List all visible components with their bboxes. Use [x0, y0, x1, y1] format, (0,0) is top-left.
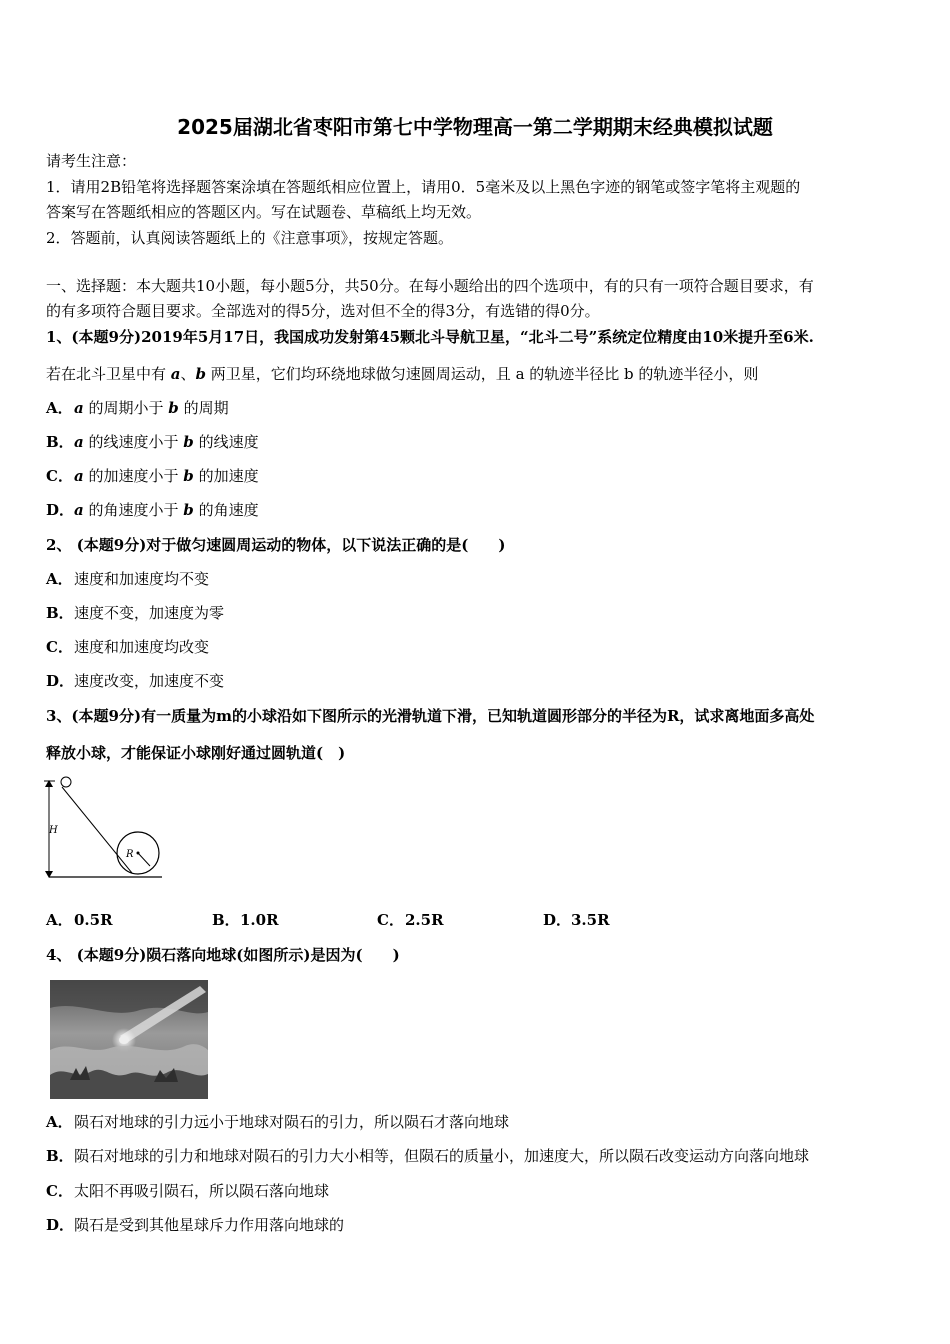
question-2-stem: 2、 (本题9分)对于做匀速圆周运动的物体，以下说法正确的是( ) [46, 536, 506, 554]
notice-heading: 请考生注意： [46, 152, 137, 170]
option-c[interactable] [377, 910, 444, 930]
option-text: 的线速度小于 [88, 433, 184, 451]
r-label: R [126, 849, 134, 860]
notice-line: 2．答题前，认真阅读答题纸上的《注意事项》，按规定答题。 [46, 229, 454, 247]
option-d[interactable] [46, 671, 224, 691]
option-text: 陨石对地球的引力和地球对陨石的引力大小相等，但陨石的质量小，加速度大，所以陨石改变运动方向落向地球 [74, 1147, 810, 1165]
option-a[interactable] [46, 910, 113, 930]
option-text: 2.5R [405, 911, 444, 929]
option-label: D． [46, 1216, 75, 1234]
option-label: B． [46, 433, 74, 451]
option-label: B． [212, 911, 240, 929]
option-label: B． [46, 1147, 74, 1165]
option-text: 陨石对地球的引力远小于地球对陨石的引力，所以陨石才落向地球 [74, 1113, 510, 1131]
option-label: C． [46, 1182, 73, 1200]
option-d[interactable] [46, 500, 259, 520]
option-text: 的角速度 [193, 501, 259, 519]
option-d[interactable] [543, 910, 610, 930]
meteor-head [119, 1036, 129, 1044]
question-4-stem: 4、 (本题9分)陨石落向地球(如图所示)是因为( ) [46, 946, 400, 964]
option-c[interactable] [46, 637, 209, 657]
var-b: b [183, 467, 194, 485]
option-text: 太阳不再吸引陨石，所以陨石落向地球 [74, 1182, 330, 1200]
option-text: 速度和加速度均不变 [74, 570, 210, 588]
option-a[interactable] [46, 1112, 509, 1132]
question-1-stem: 1、(本题9分)2019年5月17日，我国成功发射第45颗北斗导航卫星，“北斗二号”系统定位精度由10米提升至6米. [46, 328, 814, 346]
var-a: a [74, 467, 84, 485]
option-label: A． [46, 911, 73, 929]
option-label: A． [46, 1113, 73, 1131]
option-label: A． [46, 570, 73, 588]
var-a: a [74, 501, 84, 519]
q1-sep: 、 [180, 365, 196, 383]
option-b[interactable] [46, 603, 224, 623]
option-label: B． [46, 604, 74, 622]
meteorite-image [50, 980, 208, 1099]
incline-line [62, 787, 132, 873]
option-label: D． [46, 672, 75, 690]
option-label: D． [46, 501, 75, 519]
q1-text: 两卫星，它们均环绕地球做匀速圆周运动，且 a 的轨迹半径比 b 的轨迹半径小，则 [206, 365, 759, 383]
option-a[interactable] [46, 398, 229, 418]
option-c[interactable] [46, 1181, 329, 1201]
option-text: 的加速度 [193, 467, 259, 485]
option-label: C． [46, 638, 73, 656]
var-a: a [74, 433, 84, 451]
h-label: H [49, 825, 58, 836]
notice-line: 答案写在答题纸相应的答题区内。写在试题卷、草稿纸上均无效。 [46, 203, 482, 221]
var-b: b [183, 501, 194, 519]
option-c[interactable] [46, 466, 259, 486]
option-text: 的线速度 [193, 433, 259, 451]
page-title: 2025届湖北省枣阳市第七中学物理高一第二学期期末经典模拟试题 [177, 115, 773, 139]
option-text: 陨石是受到其他星球斥力作用落向地球的 [74, 1216, 345, 1234]
option-text: 3.5R [571, 911, 610, 929]
var-b: b [195, 365, 207, 383]
option-text: 的加速度小于 [88, 467, 184, 485]
option-d[interactable] [46, 1215, 344, 1235]
option-text: 速度和加速度均改变 [74, 638, 210, 656]
option-b[interactable] [212, 910, 279, 930]
option-text: 1.0R [240, 911, 279, 929]
var-a: a [170, 365, 181, 383]
option-text: 速度改变，加速度不变 [74, 672, 225, 690]
q1-text: 若在北斗卫星中有 [46, 365, 171, 383]
question-1-stem [46, 364, 758, 384]
option-text: 的周期 [178, 399, 229, 417]
option-text: 0.5R [74, 911, 113, 929]
option-text: 速度不变，加速度为零 [74, 604, 225, 622]
var-a: a [74, 399, 84, 417]
option-b[interactable] [46, 1146, 809, 1166]
notice-line: 1．请用2B铅笔将选择题答案涂填在答题纸相应位置上，请用0．5毫米及以上黑色字迹的钢笔或签字笔将主观题的 [46, 178, 801, 196]
loop-track-diagram [40, 773, 170, 885]
var-b: b [168, 399, 179, 417]
option-label: C． [377, 911, 404, 929]
section-instructions: 的有多项符合题目要求。全部选对的得5分，选对但不全的得3分，有选错的得0分。 [46, 302, 600, 320]
option-label: C． [46, 467, 73, 485]
option-b[interactable] [46, 432, 259, 452]
question-3-stem: 释放小球，才能保证小球刚好通过圆轨道( ) [46, 744, 346, 762]
option-a[interactable] [46, 569, 209, 589]
option-text: 的周期小于 [88, 399, 169, 417]
option-label: A． [46, 399, 73, 417]
option-text: 的角速度小于 [88, 501, 184, 519]
section-instructions: 一、选择题：本大题共10小题，每小题5分，共50分。在每小题给出的四个选项中，有的只有一项符合题目要求，有 [46, 277, 814, 295]
question-3-stem: 3、(本题9分)有一质量为m的小球沿如下图所示的光滑轨道下滑，已知轨道圆形部分的半径为R，试求离地面多高处 [46, 707, 815, 725]
option-label: D． [543, 911, 572, 929]
var-b: b [183, 433, 194, 451]
radius-line [138, 853, 150, 866]
ball-icon [61, 777, 71, 787]
